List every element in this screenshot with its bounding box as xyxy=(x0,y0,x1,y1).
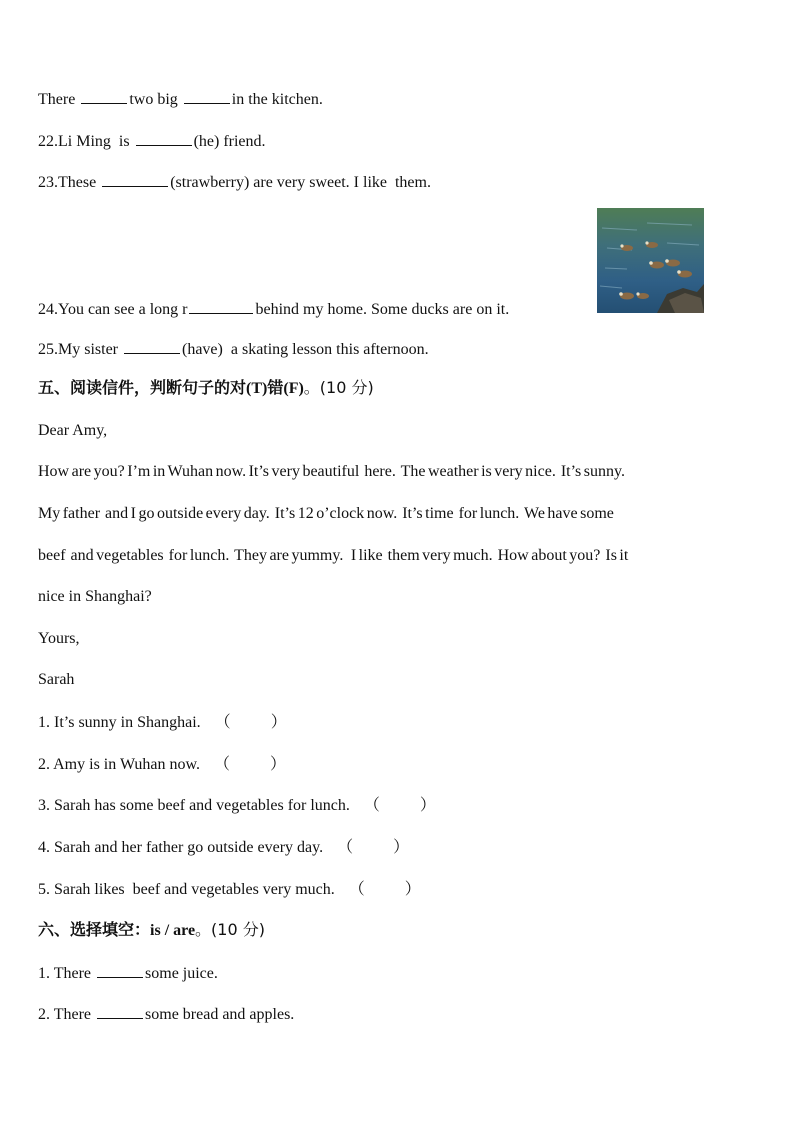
question-25: 25.My sister (have) a skating lesson this afternoon. xyxy=(38,338,429,360)
answer-blank[interactable] xyxy=(97,1003,143,1019)
answer-blank[interactable] xyxy=(136,130,192,146)
answer-parentheses[interactable]: （ ） xyxy=(348,879,421,898)
answer-blank[interactable] xyxy=(81,88,127,104)
answer-blank[interactable] xyxy=(184,88,230,104)
fill-question-2: 2. There some bread and apples. xyxy=(38,1003,294,1025)
answer-blank[interactable] xyxy=(189,298,253,314)
fill-question-1: 1. There some juice. xyxy=(38,962,218,984)
tf-statement-3: 3. Sarah has some beef and vegetables for lunch. （ ） xyxy=(38,795,436,814)
section-5-heading: 五、阅读信件，判断句子的对(T)错(F)。(10 分) xyxy=(38,378,374,397)
letter-closing: Yours, xyxy=(38,630,80,647)
letter-line: How are you? I’m in Wuhan now. It’s very beautiful here. The weather is very nice. It’s sunny. xyxy=(38,463,625,480)
answer-parentheses[interactable]: （ ） xyxy=(214,754,287,773)
question-21: There two big in the kitchen. xyxy=(38,88,323,110)
answer-parentheses[interactable]: （ ） xyxy=(214,712,287,731)
section-6-heading: 六、选择填空：is / are。(10 分) xyxy=(38,920,265,939)
tf-statement-1: 1. It’s sunny in Shanghai. （ ） xyxy=(38,712,287,731)
tf-statement-5: 5. Sarah likes beef and vegetables very much. （ ） xyxy=(38,879,421,898)
answer-blank[interactable] xyxy=(97,962,143,978)
letter-greeting: Dear Amy, xyxy=(38,422,108,439)
answer-parentheses[interactable]: （ ） xyxy=(363,795,436,814)
answer-parentheses[interactable]: （ ） xyxy=(337,837,410,856)
tf-statement-2: 2. Amy is in Wuhan now. （ ） xyxy=(38,754,287,773)
question-24: 24.You can see a long r behind my home. Some ducks are on it. xyxy=(38,298,509,320)
letter-line: nice in Shanghai? xyxy=(38,588,152,605)
answer-blank[interactable] xyxy=(124,338,180,354)
ducks-on-river-photo xyxy=(597,208,704,313)
letter-line: My father and I go outside every day. It’s 12 o’clock now. It’s time for lunch. We have some xyxy=(38,505,614,522)
letter-signature: Sarah xyxy=(38,671,75,688)
letter-line: beef and vegetables for lunch. They are yummy. I like them very much. How about you? Is it xyxy=(38,547,629,564)
question-23: 23.These (strawberry) are very sweet. I like them. xyxy=(38,171,431,193)
tf-statement-4: 4. Sarah and her father go outside every day. （ ） xyxy=(38,837,410,856)
answer-blank[interactable] xyxy=(102,171,168,187)
question-22: 22.Li Ming is (he) friend. xyxy=(38,130,266,152)
